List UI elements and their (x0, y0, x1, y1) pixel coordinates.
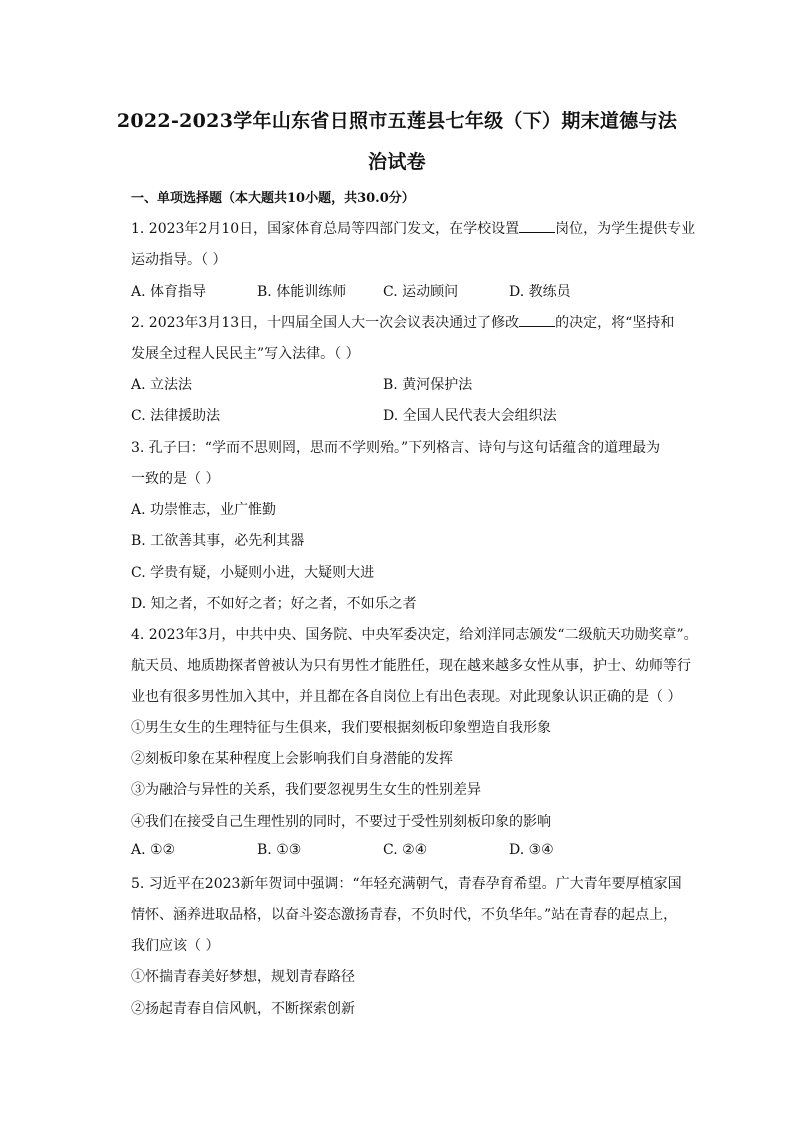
question-4-stem-cont-2: 业也有很多男性加入其中，并且都在各自岗位上有出色表现。对此现象认识正确的是（ ） (131, 689, 682, 705)
question-1-text-a: 1. 2023年2月10日，国家体育总局等四部门发文，在学校设置 (131, 221, 520, 237)
q3-option-c: C. 学贵有疑，小疑则小进，大疑则大进 (131, 565, 375, 581)
question-1-text-b: 岗位，为学生提供专业 (555, 221, 696, 237)
q4-statement-2: ②刻板印象在某种程度上会影响我们自身潜能的发挥 (131, 751, 453, 767)
q5-statement-1: ①怀揣青春美好梦想，规划青春路径 (131, 969, 355, 985)
q4-option-a: A. ①② (131, 842, 176, 858)
q1-option-a: A. 体育指导 (131, 284, 207, 300)
q1-option-d: D. 教练员 (509, 284, 571, 300)
q3-option-a: A. 功崇惟志，业广惟勤 (131, 502, 277, 518)
q4-option-c: C. ②④ (383, 842, 428, 858)
question-2-stem-cont: 发展全过程人民民主”写入法律。（ ） (131, 346, 360, 362)
q4-statement-1: ①男生女生的生理特征与生俱来，我们要根据刻板印象塑造自我形象 (131, 720, 551, 736)
q5-statement-2: ②扬起青春自信风帆，不断探索创新 (131, 1001, 355, 1017)
q4-option-b: B. ①③ (257, 842, 302, 858)
q3-option-d: D. 知之者，不如好之者；好之者，不如乐之者 (131, 596, 417, 612)
question-2-stem (131, 312, 674, 332)
q3-option-b: B. 工欲善其事，必先利其器 (131, 533, 305, 549)
q2-option-c: C. 法律援助法 (131, 408, 221, 424)
question-4-stem: 4. 2023年3月，中共中央、国务院、中央军委决定，给刘洋同志颁发“二级航天功勋奖章”。 (131, 627, 698, 643)
question-5-stem: 5. 习近平在2023新年贺词中强调：“年轻充满朝气，青春孕育希望。广大青年要厚植家国 (131, 876, 682, 892)
section-heading: 一、单项选择题（本大题共10小题，共30.0分） (131, 191, 415, 206)
q4-option-d: D. ③④ (509, 842, 554, 858)
q2-option-b: B. 黄河保护法 (383, 377, 473, 393)
question-5-stem-cont-1: 情怀、涵养进取品格，以奋斗姿态激扬青春，不负时代，不负华年。”站在青春的起点上， (131, 907, 678, 923)
question-4-stem-cont-1: 航天员、地质勘探者曾被认为只有男性才能胜任，现在越来越多女性从事，护士、幼师等行 (131, 658, 691, 674)
q1-option-c: C. 运动顾问 (383, 284, 459, 300)
question-3-stem: 3. 孔子曰：“学而不思则罔，思而不学则殆。”下列格言、诗句与这句话蕴含的道理最为 (131, 440, 661, 456)
question-2-text-b: 的决定，将“坚持和 (555, 315, 675, 331)
exam-title-line-2: 治试卷 (368, 151, 426, 173)
answer-blank (519, 218, 555, 233)
q2-option-a: A. 立法法 (131, 377, 193, 393)
q2-option-d: D. 全国人民代表大会组织法 (383, 408, 557, 424)
question-3-stem-cont: 一致的是（ ） (131, 471, 220, 487)
question-1-stem-cont: 运动指导。（ ） (131, 252, 227, 268)
q4-statement-4: ④我们在接受自己生理性别的同时，不要过于受性别刻板印象的影响 (131, 814, 551, 830)
answer-blank (519, 312, 555, 327)
q4-statement-3: ③为融洽与异性的关系，我们要忽视男生女生的性别差异 (131, 782, 481, 798)
question-2-text-a: 2. 2023年3月13日，十四届全国人大一次会议表决通过了修改 (131, 315, 520, 331)
exam-title-line-1: 2022-2023学年山东省日照市五莲县七年级（下）期末道德与法 (116, 110, 678, 132)
question-1-stem (131, 218, 695, 238)
question-5-stem-cont-2: 我们应该（ ） (131, 938, 220, 954)
q1-option-b: B. 体能训练师 (257, 284, 347, 300)
